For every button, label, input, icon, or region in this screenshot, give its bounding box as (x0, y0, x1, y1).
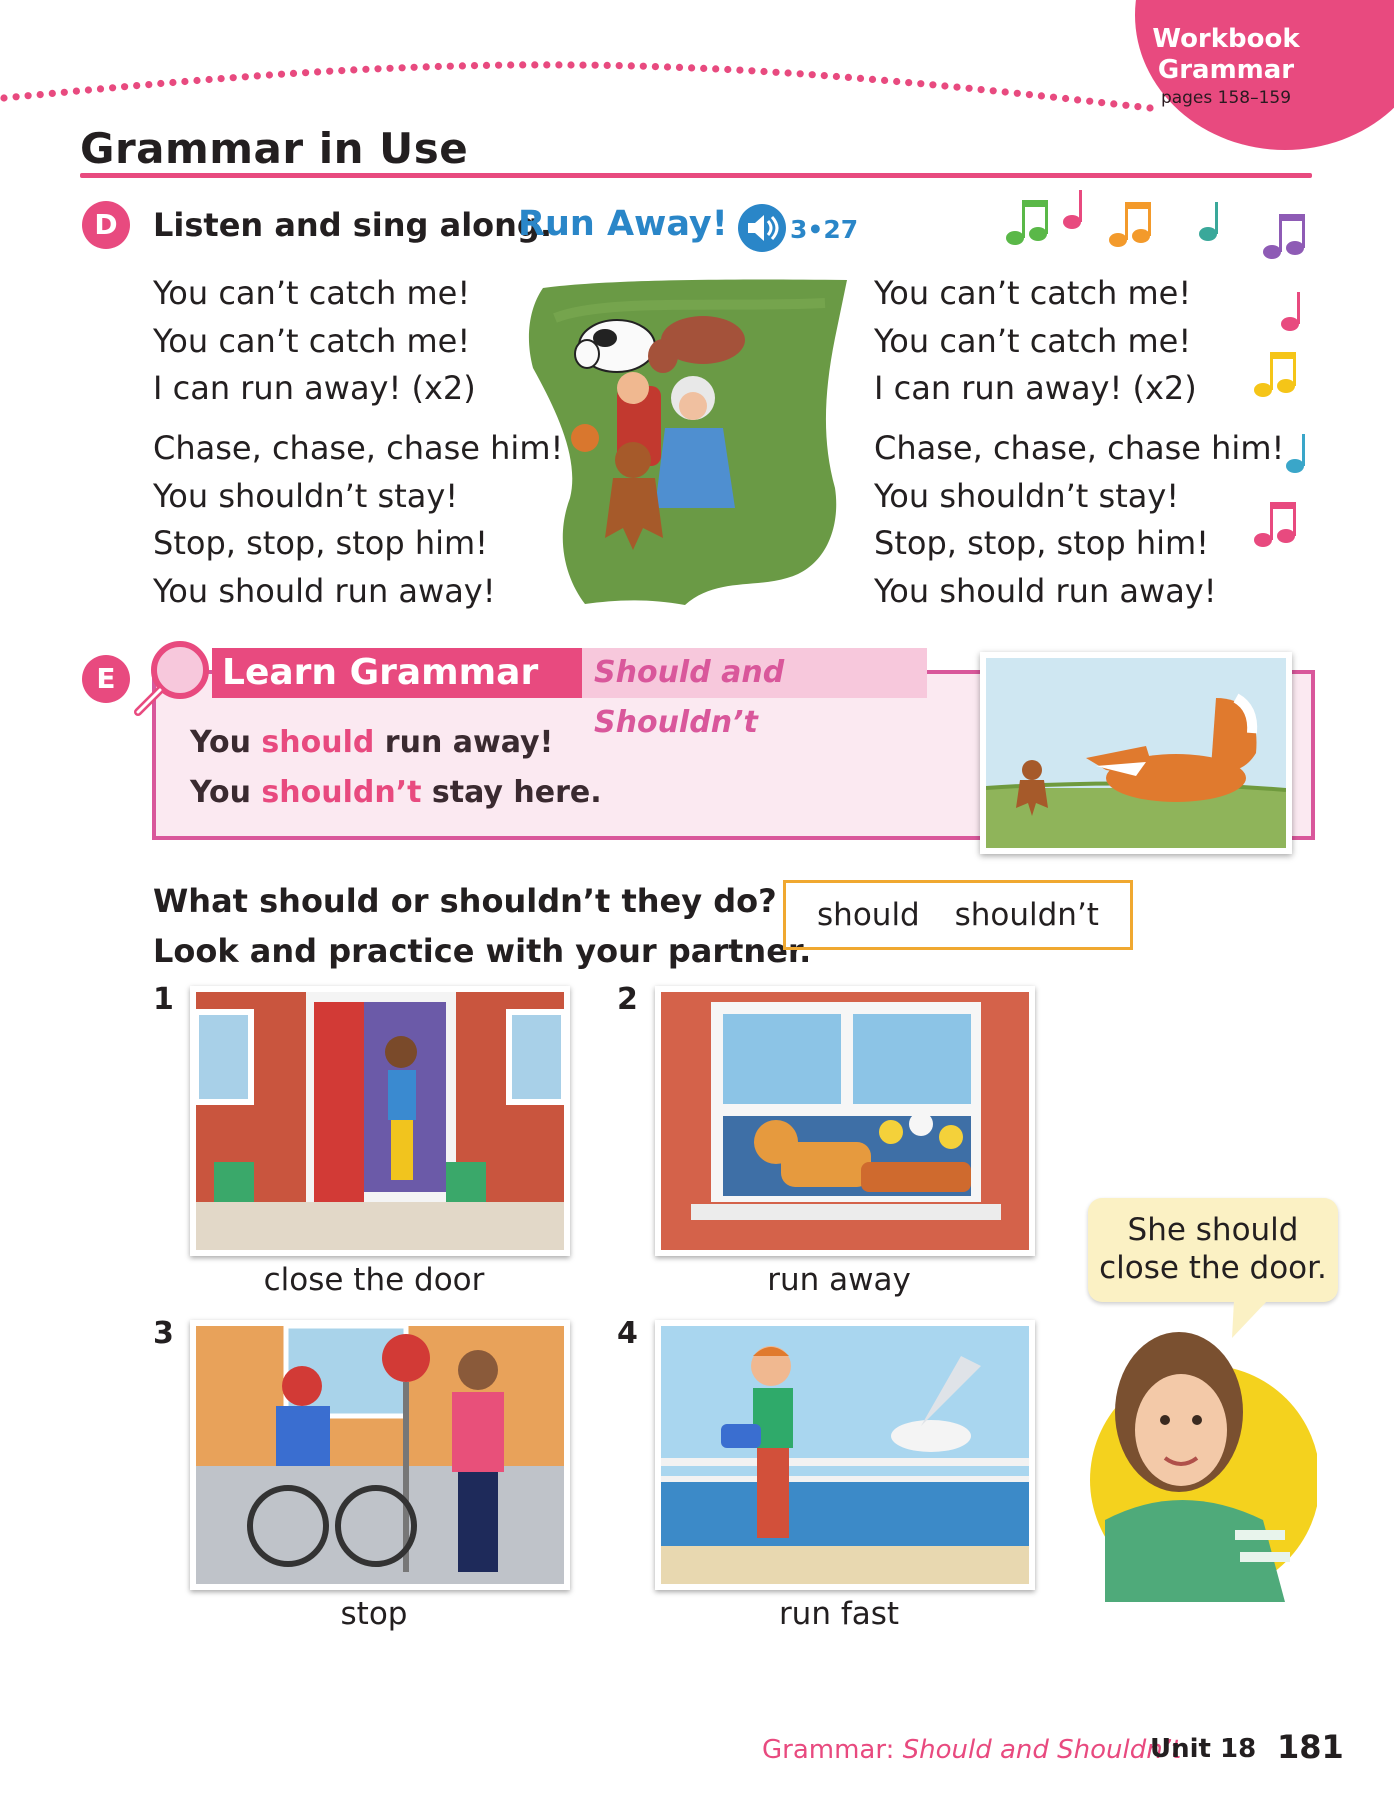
decorative-dot (350, 66, 357, 73)
decorative-dot (386, 65, 393, 72)
decorative-dot (1038, 92, 1045, 99)
lyric-line: You can’t catch me! (874, 274, 1192, 312)
decorative-dot (941, 82, 948, 89)
decorative-dot (531, 61, 538, 68)
decorative-dot (169, 79, 176, 86)
decorative-dot (181, 78, 188, 85)
decorative-dot (833, 73, 840, 80)
lyric-line: You shouldn’t stay! (874, 476, 1180, 515)
grammar-keyword: shouldn’t (261, 775, 422, 810)
decorative-dot (302, 69, 309, 76)
decorative-dot (37, 91, 44, 98)
activity-e-badge: E (82, 655, 130, 703)
song-illustration (525, 278, 847, 605)
caption: run fast (778, 1596, 900, 1632)
decorative-dot (133, 82, 140, 89)
music-note-icon (1254, 352, 1296, 397)
decorative-dot (592, 62, 599, 69)
decorative-dot (206, 76, 213, 83)
music-note-icon (1199, 202, 1218, 241)
grammar-example-1: You should run away! (190, 725, 554, 760)
decorative-dot (652, 63, 659, 70)
music-note-icon (1109, 202, 1151, 247)
picture-close-the-door (190, 986, 570, 1256)
caption: run away (767, 1262, 911, 1298)
decorative-dot (748, 67, 755, 74)
picture-run-away (655, 986, 1035, 1256)
decorative-dot (218, 75, 225, 82)
girl-photo (1085, 1320, 1317, 1602)
lyric-line: You can’t catch me! (153, 321, 471, 360)
decorative-dot (881, 77, 888, 84)
lyrics-left-verse-2 (153, 425, 563, 615)
item-number: 3 (153, 1316, 174, 1351)
music-note-icon (1263, 214, 1305, 259)
decorative-dot (845, 74, 852, 81)
decorative-dot (266, 71, 273, 78)
decorative-dot (1122, 102, 1129, 109)
decorative-dot (374, 65, 381, 72)
decorative-dot (1086, 98, 1093, 105)
decorative-dot (109, 84, 116, 91)
lyrics-left-verse-1 (153, 270, 476, 413)
decorative-dot (471, 62, 478, 69)
decorative-dot (0, 94, 7, 101)
decorative-dot (604, 62, 611, 69)
decorative-dot (1002, 88, 1009, 95)
decorative-dot (724, 66, 731, 73)
lyric-line: Chase, chase, chase him! (874, 429, 1285, 467)
decorative-dot (157, 80, 164, 87)
item-number: 2 (617, 982, 638, 1017)
decorative-dot (555, 61, 562, 68)
page-number: 181 (1277, 1728, 1344, 1766)
workbook-tab (1135, 0, 1394, 150)
lyric-line: You shouldn’t stay! (153, 476, 459, 515)
lyric-line: Stop, stop, stop him! (874, 524, 1209, 562)
activity-d-badge: D (82, 201, 130, 249)
learn-grammar-subheader: Should and Shouldn’t (582, 648, 927, 698)
workbook-pages: pages 158–159 (1160, 88, 1292, 108)
footer-unit: Unit 18 (1150, 1734, 1257, 1764)
decorative-dot (772, 69, 779, 76)
decorative-dot (97, 85, 104, 92)
decorative-dot (193, 77, 200, 84)
decorative-dot (664, 63, 671, 70)
picture-run-fast (655, 1320, 1035, 1590)
decorative-dot (1050, 94, 1057, 101)
decorative-dot (145, 81, 152, 88)
learn-grammar-header: Learn Grammar (212, 648, 582, 698)
decorative-dot (640, 63, 647, 70)
decorative-dot (495, 62, 502, 69)
decorative-dot (519, 61, 526, 68)
audio-speaker-icon[interactable] (738, 204, 786, 252)
item-number: 4 (617, 1316, 638, 1351)
decorative-dot (399, 64, 406, 71)
decorative-dot (314, 68, 321, 75)
song-title: Run Away! (518, 204, 728, 244)
decorative-dot (797, 70, 804, 77)
decorative-dot (893, 78, 900, 85)
lyric-line: You should run away! (874, 571, 1217, 610)
activity-d-instruction: Listen and sing along. (153, 206, 552, 244)
lyric-line: I can run away! (x2) (874, 369, 1197, 407)
lyric-line: You can’t catch me! (874, 321, 1192, 360)
dotted-line-decoration (0, 0, 1160, 120)
music-note-icon (1286, 434, 1305, 473)
decorative-dot (567, 61, 574, 68)
decorative-dot (1134, 103, 1141, 110)
decorative-dot (25, 92, 32, 99)
lyric-line: You can’t catch me! (153, 274, 471, 312)
decorative-dot (254, 72, 261, 79)
decorative-dot (435, 63, 442, 70)
word-box: should shouldn’t (783, 880, 1133, 950)
decorative-dot (459, 62, 466, 69)
decorative-dot (447, 63, 454, 70)
decorative-dot (1062, 95, 1069, 102)
decorative-dot (905, 79, 912, 86)
decorative-dot (230, 74, 237, 81)
decorative-dot (85, 86, 92, 93)
decorative-dot (278, 71, 285, 78)
decorative-dot (917, 80, 924, 87)
decorative-dot (423, 63, 430, 70)
decorative-dot (411, 64, 418, 71)
decorative-dot (49, 90, 56, 97)
decorative-dot (1110, 100, 1117, 107)
lyric-line: You should run away! (153, 571, 496, 610)
practice-question: What should or shouldn’t they do? (153, 882, 777, 920)
fox-gingerbread-picture (980, 652, 1292, 854)
music-note-icon (1281, 292, 1300, 331)
decorative-dot (61, 89, 68, 96)
decorative-dot (543, 61, 550, 68)
decorative-dot (1146, 104, 1153, 111)
lyrics-right-verse-2 (874, 425, 1284, 615)
decorative-dot (326, 68, 333, 75)
audio-track-number: 3•27 (790, 215, 859, 244)
decorative-dot (821, 72, 828, 79)
grammar-example-2: You shouldn’t stay here. (190, 775, 602, 810)
music-note-icon (1006, 200, 1048, 245)
decorative-dot (1098, 99, 1105, 106)
decorative-dot (1014, 90, 1021, 97)
decorative-dot (990, 87, 997, 94)
decorative-dot (13, 93, 20, 100)
title-rule (80, 173, 1312, 178)
practice-instruction: Look and practice with your partner. (153, 932, 812, 970)
decorative-dot (700, 65, 707, 72)
decorative-dot (483, 62, 490, 69)
caption: stop (340, 1596, 408, 1632)
decorative-dot (712, 65, 719, 72)
item-number: 1 (153, 982, 174, 1017)
decorative-dot (73, 88, 80, 95)
decorative-dot (857, 75, 864, 82)
practice-prompt (153, 876, 811, 976)
music-note-icon (1063, 190, 1082, 229)
workbook-tab-label: Workbook Grammar (1152, 24, 1300, 85)
speech-bubble: She should close the door. (1088, 1198, 1338, 1302)
lyric-line: I can run away! (x2) (153, 369, 476, 407)
decorative-dot (121, 83, 128, 90)
decorative-dot (785, 69, 792, 76)
lyric-line: Stop, stop, stop him! (153, 524, 488, 562)
magnifier-icon (130, 638, 210, 718)
decorative-dot (290, 70, 297, 77)
decorative-dot (242, 73, 249, 80)
decorative-dot (1026, 91, 1033, 98)
decorative-dot (953, 84, 960, 91)
caption: close the door (263, 1262, 485, 1298)
decorative-dot (1074, 96, 1081, 103)
decorative-dot (978, 86, 985, 93)
decorative-dot (676, 64, 683, 71)
decorative-dot (966, 85, 973, 92)
decorative-dot (760, 68, 767, 75)
grammar-keyword: should (261, 725, 375, 760)
footer-grammar: Grammar: Should and Shouldn’t (762, 1735, 1182, 1765)
decorative-dot (736, 67, 743, 74)
picture-stop (190, 1320, 570, 1590)
decorative-dot (628, 62, 635, 69)
decorative-dot (362, 66, 369, 73)
decorative-dot (507, 61, 514, 68)
decorative-dot (869, 76, 876, 83)
decorative-dot (579, 62, 586, 69)
decorative-dot (809, 71, 816, 78)
decorative-dot (929, 81, 936, 88)
decorative-dot (338, 67, 345, 74)
decorative-dot (688, 64, 695, 71)
lyrics-right-verse-1 (874, 270, 1197, 413)
decorative-dot (616, 62, 623, 69)
section-title: Grammar in Use (80, 124, 469, 173)
lyric-line: Chase, chase, chase him! (153, 429, 564, 467)
